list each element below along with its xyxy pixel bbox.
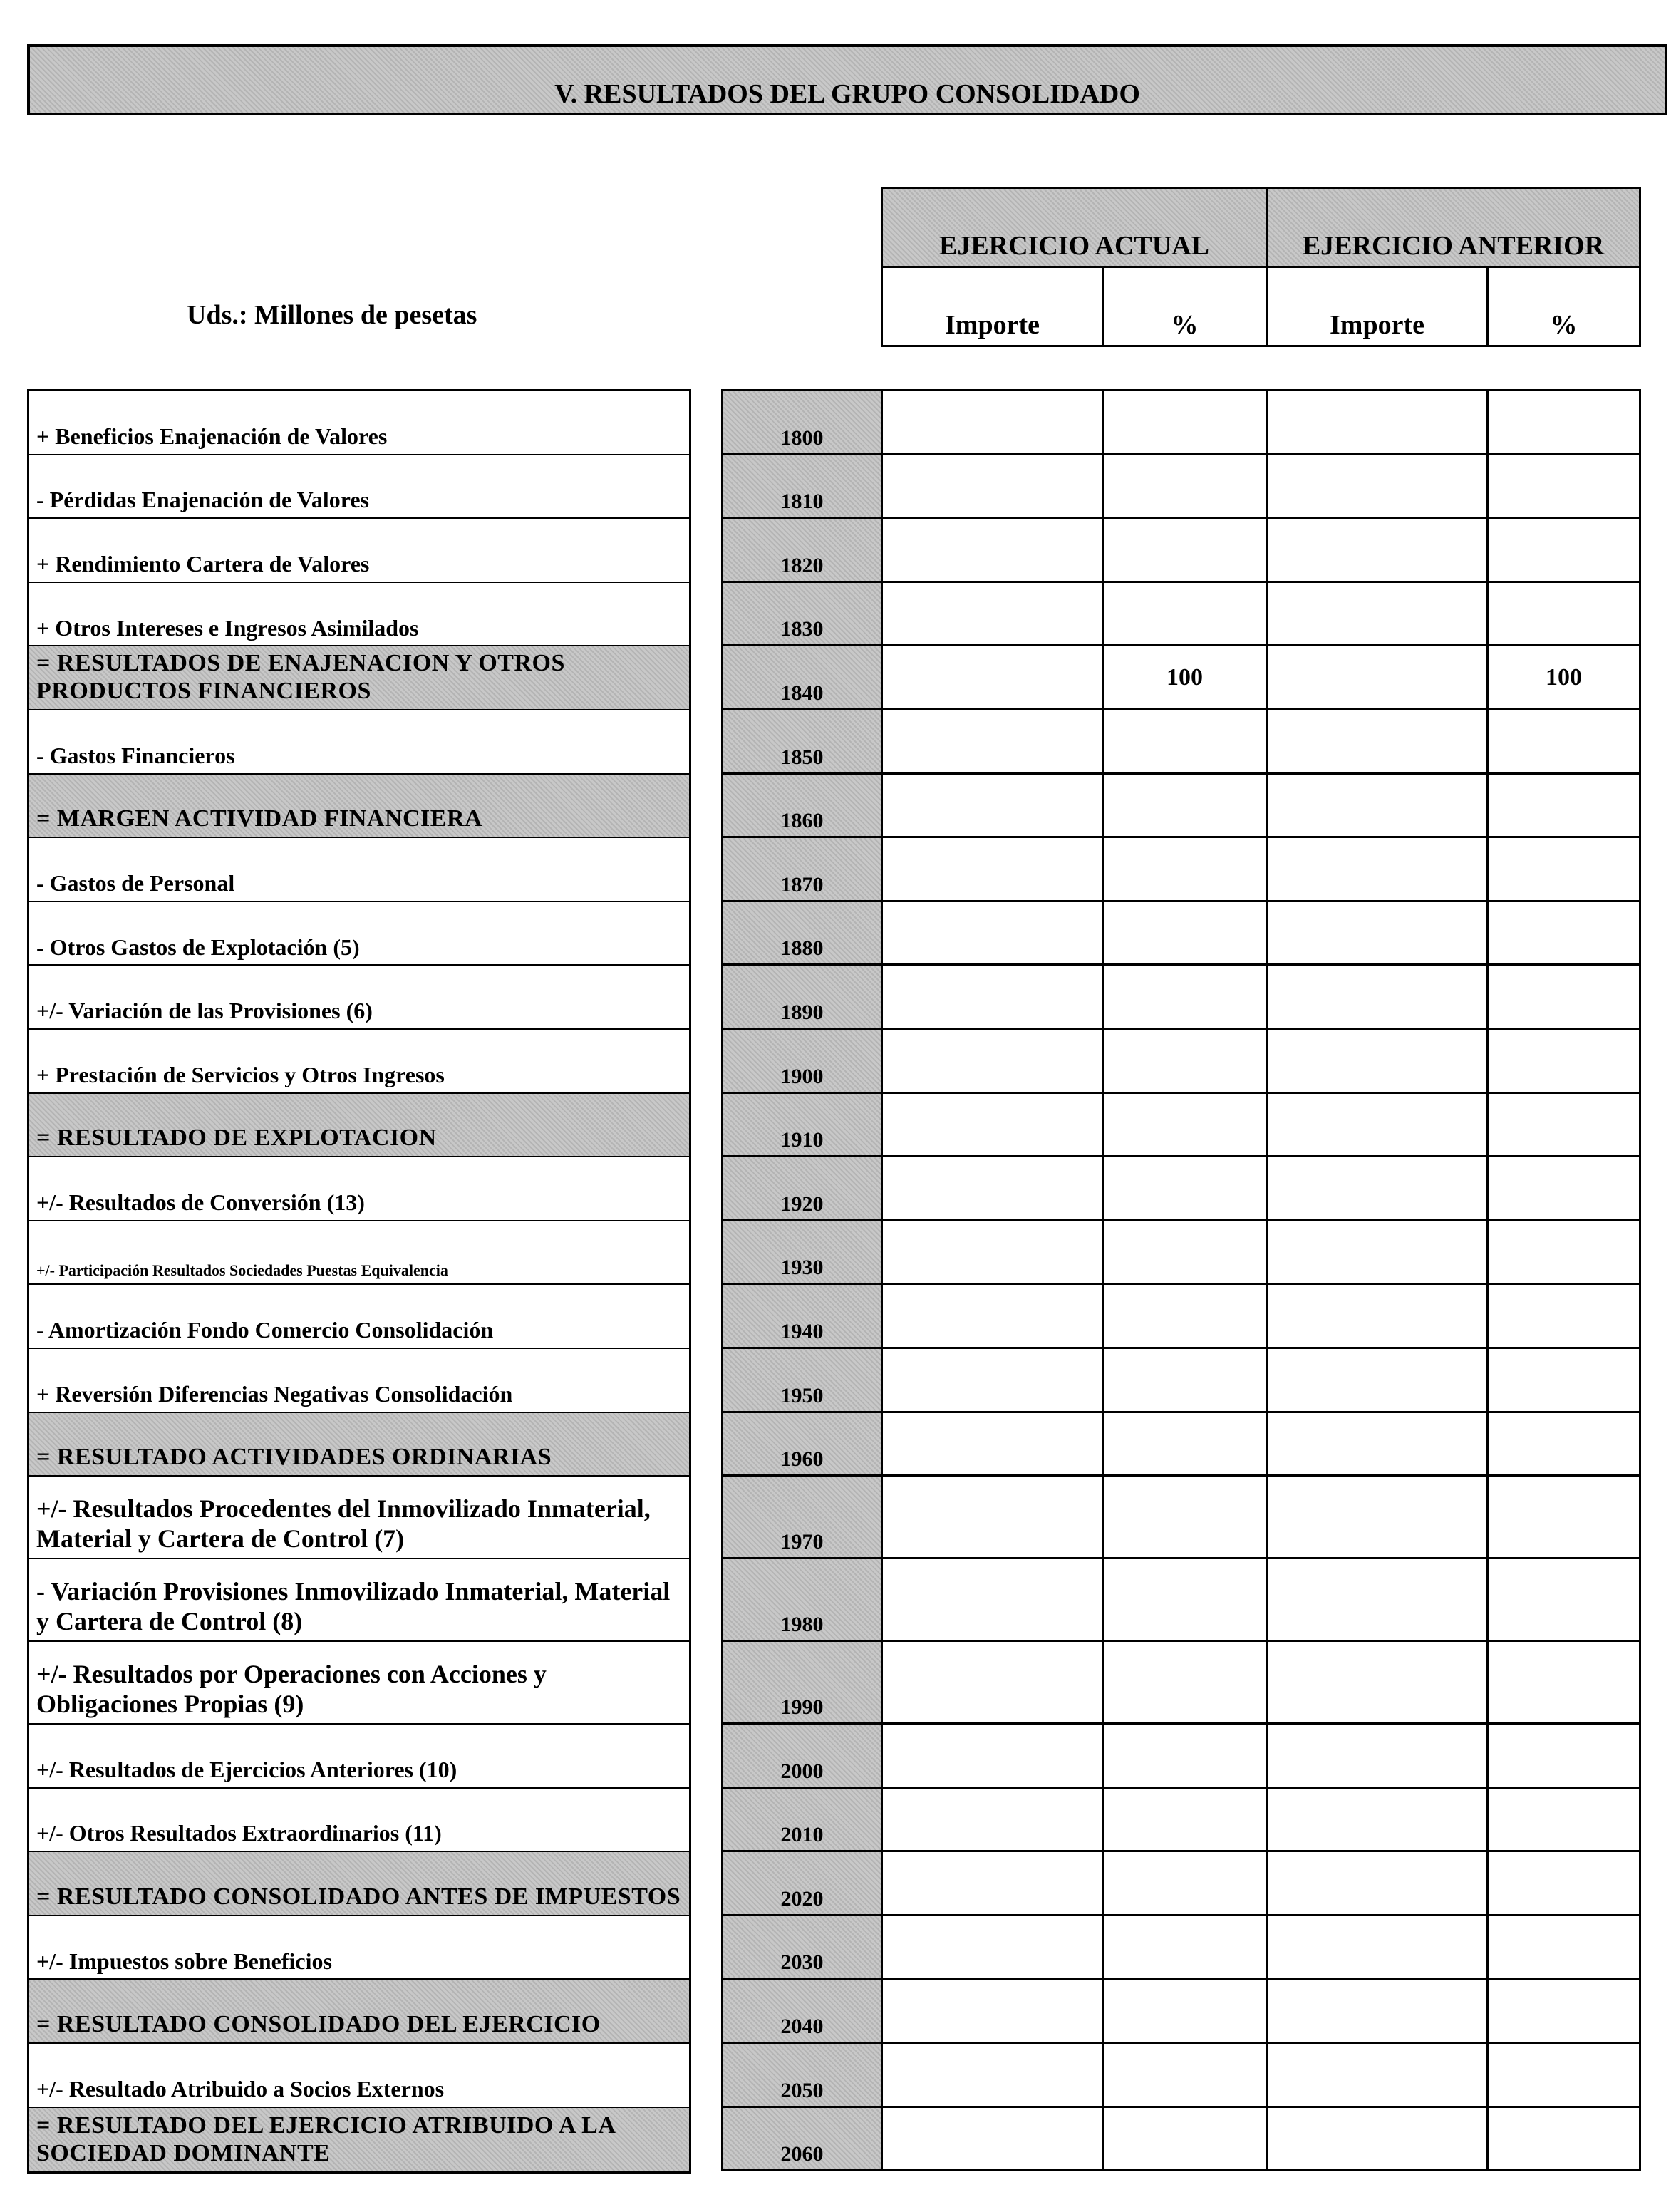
table-row [723,582,1640,646]
row-label-text: +/- Impuestos sobre Beneficios [36,1948,332,1974]
table-row [723,1157,1640,1221]
table-row [723,391,1640,455]
previous-percent-cell[interactable] [1488,1092,1640,1157]
row-code: 1890 [723,965,882,1029]
current-amount-cell[interactable] [882,1157,1103,1221]
row-label [29,1349,689,1413]
row-label-text: +/- Variación de las Provisiones (6) [36,998,373,1024]
current-percent-cell[interactable] [1103,2107,1267,2171]
current-amount-cell[interactable] [882,1787,1103,1851]
row-code: 2050 [723,2043,882,2107]
current-amount-cell[interactable] [882,1284,1103,1348]
previous-amount-cell[interactable] [1267,1559,1488,1641]
row-label [29,519,689,583]
row-label [29,838,689,902]
row-label-text: = RESULTADO ACTIVIDADES ORDINARIAS [36,1444,552,1470]
previous-percent-header: % [1488,267,1640,346]
row-label [29,1030,689,1094]
row-code: 1910 [723,1092,882,1157]
previous-amount-cell[interactable] [1267,1851,1488,1916]
table-row [723,1092,1640,1157]
row-label [29,1157,689,1221]
row-label [29,1221,689,1286]
current-amount-cell[interactable] [882,1559,1103,1641]
row-label [29,1477,689,1559]
row-code: 1850 [723,709,882,773]
row-label-text: = RESULTADO DE EXPLOTACION [36,1125,437,1152]
current-percent-cell[interactable] [1103,1979,1267,2043]
units-label: Uds.: Millones de pesetas [187,300,477,330]
row-code: 1870 [723,837,882,901]
row-label [29,1642,689,1725]
previous-amount-header: Importe [1267,267,1488,346]
table-row [723,1559,1640,1641]
table-row [723,1476,1640,1559]
previous-percent-cell[interactable] [1488,837,1640,901]
current-amount-cell[interactable] [882,1724,1103,1788]
current-percent-cell[interactable] [1103,1787,1267,1851]
table-row [723,646,1640,710]
previous-amount-cell[interactable] [1267,1476,1488,1559]
previous-amount-cell[interactable] [1267,1284,1488,1348]
current-amount-cell[interactable] [882,646,1103,710]
previous-amount-cell[interactable] [1267,1412,1488,1476]
row-label [29,1916,689,1980]
row-label-text: - Gastos Financieros [36,742,235,768]
current-amount-cell[interactable] [882,1915,1103,1979]
current-amount-cell[interactable] [882,1979,1103,2043]
table-row [723,1412,1640,1476]
row-code: 2060 [723,2107,882,2171]
row-code: 1830 [723,582,882,646]
row-code: 1940 [723,1284,882,1348]
row-code: 1880 [723,901,882,965]
row-label [29,646,689,710]
current-percent-cell[interactable] [1103,2043,1267,2107]
previous-percent-cell[interactable] [1488,1157,1640,1221]
row-label [29,902,689,966]
row-code: 1960 [723,1412,882,1476]
row-code: 2020 [723,1851,882,1916]
table-row [723,1220,1640,1284]
previous-amount-cell[interactable] [1267,1220,1488,1284]
row-label-text: +/- Otros Resultados Extraordinarios (11) [36,1820,442,1846]
previous-percent-cell[interactable] [1488,709,1640,773]
current-amount-cell[interactable] [882,1092,1103,1157]
row-label [29,1852,689,1916]
current-percent-cell[interactable]: 100 [1103,646,1267,710]
row-code: 1840 [723,646,882,710]
row-label-text: +/- Participación Resultados Sociedades Puestas Equivalencia [36,1261,448,1280]
table-row [723,901,1640,965]
row-code: 2000 [723,1724,882,1788]
row-label [29,1413,689,1477]
table-row [723,1915,1640,1979]
previous-percent-cell[interactable] [1488,1915,1640,1979]
previous-percent-cell[interactable] [1488,1412,1640,1476]
current-percent-cell[interactable] [1103,1412,1267,1476]
previous-percent-cell[interactable] [1488,1284,1640,1348]
current-percent-cell[interactable] [1103,773,1267,837]
current-percent-cell[interactable] [1103,518,1267,582]
row-label-text: +/- Resultados de Conversión (13) [36,1189,365,1215]
table-row [723,2043,1640,2107]
current-percent-cell[interactable] [1103,1220,1267,1284]
current-amount-cell[interactable] [882,391,1103,455]
previous-percent-cell[interactable] [1488,901,1640,965]
previous-amount-cell[interactable] [1267,1915,1488,1979]
row-label-text: = RESULTADO CONSOLIDADO DEL EJERCICIO [36,2010,601,2037]
previous-amount-cell[interactable] [1267,1641,1488,1724]
row-label-text: - Otros Gastos de Explotación (5) [36,934,360,960]
previous-amount-cell[interactable] [1267,773,1488,837]
current-amount-cell[interactable] [882,1476,1103,1559]
row-label-text: +/- Resultado Atribuido a Socios Externos [36,2075,445,2102]
current-amount-cell[interactable] [882,1412,1103,1476]
previous-percent-cell[interactable] [1488,582,1640,646]
previous-amount-cell[interactable] [1267,1157,1488,1221]
row-code: 1990 [723,1641,882,1724]
current-amount-cell[interactable] [882,2043,1103,2107]
previous-percent-cell[interactable] [1488,1724,1640,1788]
current-percent-cell[interactable] [1103,1915,1267,1979]
row-code: 1950 [723,1348,882,1412]
current-amount-cell[interactable] [882,454,1103,518]
current-year-header: EJERCICIO ACTUAL [882,188,1267,267]
row-label [29,455,689,520]
row-label [29,1725,689,1789]
current-amount-cell[interactable] [882,1348,1103,1412]
section-title-bar [27,44,1667,115]
row-label-text: - Pérdidas Enajenación de Valores [36,487,369,513]
current-percent-cell[interactable] [1103,1284,1267,1348]
previous-amount-cell[interactable] [1267,1028,1488,1092]
previous-amount-cell[interactable] [1267,837,1488,901]
previous-percent-cell[interactable] [1488,773,1640,837]
table-row [723,965,1640,1029]
previous-amount-cell[interactable] [1267,1724,1488,1788]
previous-amount-cell[interactable] [1267,454,1488,518]
current-percent-cell[interactable] [1103,391,1267,455]
previous-percent-cell[interactable]: 100 [1488,646,1640,710]
current-amount-cell[interactable] [882,518,1103,582]
row-label-text: +/- Resultados Procedentes del Inmovilizado Inmaterial, Material y Cartera de Control (7) [36,1494,651,1553]
current-percent-cell[interactable] [1103,1348,1267,1412]
previous-percent-cell[interactable] [1488,518,1640,582]
current-amount-header: Importe [882,267,1103,346]
previous-amount-cell[interactable] [1267,646,1488,710]
row-label-text: - Variación Provisiones Inmovilizado Inmaterial, Material y Cartera de Control (8) [36,1577,671,1635]
row-label [29,1980,689,2044]
row-code: 1800 [723,391,882,455]
row-code: 1820 [723,518,882,582]
row-label-text: + Prestación de Servicios y Otros Ingresos [36,1061,445,1087]
current-percent-cell[interactable] [1103,901,1267,965]
row-label [29,775,689,839]
row-label [29,2108,689,2172]
row-label [29,1094,689,1158]
previous-amount-cell[interactable] [1267,965,1488,1029]
current-percent-cell[interactable] [1103,709,1267,773]
row-code: 1930 [723,1220,882,1284]
current-percent-cell[interactable] [1103,454,1267,518]
current-amount-cell[interactable] [882,773,1103,837]
previous-amount-cell[interactable] [1267,1787,1488,1851]
previous-year-header: EJERCICIO ANTERIOR [1267,188,1640,267]
current-amount-cell[interactable] [882,837,1103,901]
current-percent-cell[interactable] [1103,1559,1267,1641]
previous-amount-cell[interactable] [1267,709,1488,773]
previous-percent-cell[interactable] [1488,454,1640,518]
previous-percent-cell[interactable] [1488,1028,1640,1092]
row-label [29,1559,689,1642]
previous-amount-cell[interactable] [1267,1979,1488,2043]
column-header [881,187,1641,347]
row-label [29,583,689,647]
previous-amount-cell[interactable] [1267,2107,1488,2171]
current-percent-cell[interactable] [1103,965,1267,1029]
previous-percent-cell[interactable] [1488,2043,1640,2107]
current-percent-cell[interactable] [1103,1157,1267,1221]
table-row [723,1284,1640,1348]
row-code: 2010 [723,1787,882,1851]
current-amount-cell[interactable] [882,1028,1103,1092]
row-label-text: + Rendimiento Cartera de Valores [36,550,370,577]
table-row [723,1787,1640,1851]
table-row [723,1028,1640,1092]
row-label-text: - Amortización Fondo Comercio Consolidación [36,1317,494,1343]
previous-percent-cell[interactable] [1488,1348,1640,1412]
previous-amount-cell[interactable] [1267,518,1488,582]
previous-percent-cell[interactable] [1488,965,1640,1029]
current-percent-cell[interactable] [1103,1028,1267,1092]
previous-percent-cell[interactable] [1488,1559,1640,1641]
previous-amount-cell[interactable] [1267,2043,1488,2107]
current-percent-cell[interactable] [1103,837,1267,901]
row-label-text: + Reversión Diferencias Negativas Consolidación [36,1380,513,1407]
table-row [723,2107,1640,2171]
table-row [723,709,1640,773]
table-row [723,1724,1640,1788]
table-row [723,518,1640,582]
current-amount-cell[interactable] [882,709,1103,773]
previous-percent-cell[interactable] [1488,1979,1640,2043]
results-grid [721,389,1641,2171]
previous-percent-cell[interactable] [1488,1220,1640,1284]
row-label [29,710,689,775]
previous-amount-cell[interactable] [1267,901,1488,965]
row-code: 1970 [723,1476,882,1559]
current-percent-cell[interactable] [1103,1641,1267,1724]
row-label-text: +/- Resultados por Operaciones con Acciones y Obligaciones Propias (9) [36,1660,547,1718]
current-amount-cell[interactable] [882,1641,1103,1724]
row-label-text: - Gastos de Personal [36,869,235,896]
row-code: 1860 [723,773,882,837]
row-label [29,391,689,455]
current-percent-header: % [1103,267,1267,346]
row-label-text: = RESULTADO DEL EJERCICIO ATRIBUIDO A LA SOCIEDAD DOMINANTE [36,2112,615,2167]
row-code: 1810 [723,454,882,518]
row-label-text: = MARGEN ACTIVIDAD FINANCIERA [36,805,483,832]
previous-percent-cell[interactable] [1488,391,1640,455]
row-code: 1980 [723,1559,882,1641]
table-row [723,1641,1640,1724]
row-code: 1920 [723,1157,882,1221]
row-label-text: +/- Resultados de Ejercicios Anteriores (10) [36,1756,457,1782]
previous-percent-cell[interactable] [1488,2107,1640,2171]
current-percent-cell[interactable] [1103,582,1267,646]
row-labels [27,389,691,2174]
previous-percent-cell[interactable] [1488,1851,1640,1916]
current-percent-cell[interactable] [1103,1851,1267,1916]
previous-amount-cell[interactable] [1267,582,1488,646]
table-row [723,1979,1640,2043]
current-percent-cell[interactable] [1103,1724,1267,1788]
table-row [723,1348,1640,1412]
row-label [29,1285,689,1349]
table-row [723,1851,1640,1916]
previous-amount-cell[interactable] [1267,1348,1488,1412]
row-code: 2030 [723,1915,882,1979]
previous-percent-cell[interactable] [1488,1476,1640,1559]
row-label-text: = RESULTADO CONSOLIDADO ANTES DE IMPUESTOS [36,1883,681,1910]
previous-percent-cell[interactable] [1488,1641,1640,1724]
current-amount-cell[interactable] [882,965,1103,1029]
row-label [29,1789,689,1853]
row-code: 1900 [723,1028,882,1092]
row-code: 2040 [723,1979,882,2043]
table-row [723,837,1640,901]
row-label-text: + Otros Intereses e Ingresos Asimilados [36,614,419,641]
current-amount-cell[interactable] [882,582,1103,646]
current-amount-cell[interactable] [882,1220,1103,1284]
current-percent-cell[interactable] [1103,1476,1267,1559]
row-label-text: = RESULTADOS DE ENAJENACION Y OTROS PRODUCTOS FINANCIEROS [36,649,565,704]
current-percent-cell[interactable] [1103,1092,1267,1157]
row-label-text: + Beneficios Enajenación de Valores [36,423,388,449]
row-label [29,966,689,1030]
previous-amount-cell[interactable] [1267,1092,1488,1157]
row-label [29,2044,689,2108]
table-row [723,454,1640,518]
current-amount-cell[interactable] [882,1851,1103,1916]
previous-amount-cell[interactable] [1267,391,1488,455]
table-row [723,773,1640,837]
section-title: V. RESULTADOS DEL GRUPO CONSOLIDADO [554,79,1140,109]
current-amount-cell[interactable] [882,901,1103,965]
current-amount-cell[interactable] [882,2107,1103,2171]
previous-percent-cell[interactable] [1488,1787,1640,1851]
